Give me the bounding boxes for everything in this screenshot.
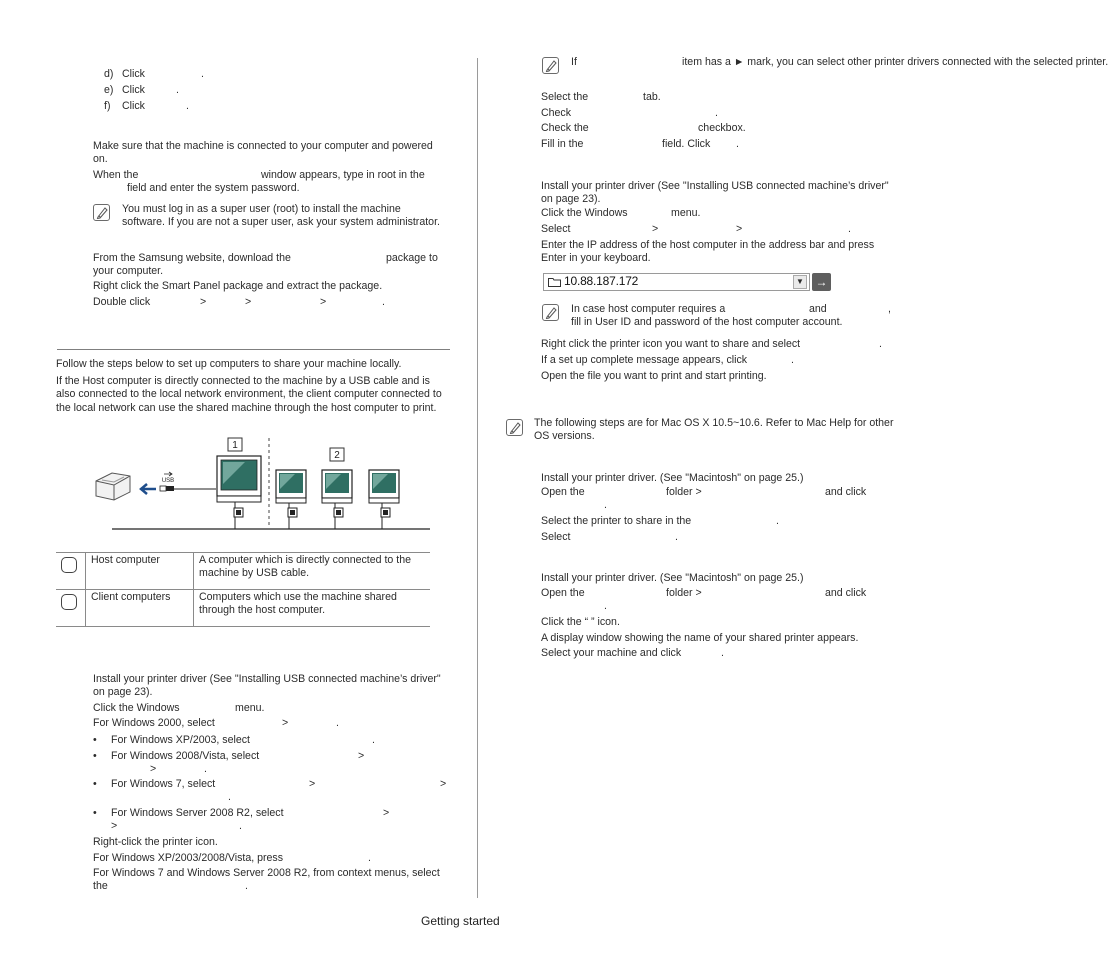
- win-server-2: > .: [111, 820, 242, 832]
- win-rightclick: Right-click the printer icon.: [93, 836, 218, 848]
- note-if: If item has a ► mark, you can select other printer drivers connected with the selected printer.: [571, 56, 1108, 68]
- paragraph-when-window: When the window appears, type in root in the: [93, 169, 425, 181]
- table-row: [56, 589, 430, 626]
- note-icon: [542, 57, 559, 74]
- enter-ip: Enter the IP address of the host computer in the address bar and press Enter in your keyboard.: [541, 239, 875, 265]
- printer-icon: [96, 473, 130, 500]
- mac-select: Select .: [541, 531, 678, 543]
- table-row: [56, 553, 430, 590]
- paragraph-when-window-2: field and enter the system password.: [127, 182, 300, 194]
- svg-text:USB: USB: [161, 478, 175, 484]
- mac-click-icon: Click the “ ” icon.: [541, 616, 620, 628]
- mac-install-2: Install your printer driver. (See "Macintosh" on page 25.): [541, 572, 804, 584]
- client-computer-icon: [276, 470, 306, 517]
- note-icon: [93, 204, 110, 221]
- mac-select-share: Select the printer to share in the .: [541, 515, 779, 527]
- page-footer: Getting started: [421, 914, 500, 928]
- win-context: For Windows 7 and Windows Server 2008 R2, from context menus, select the .: [93, 867, 440, 893]
- win-vista-2: > .: [150, 763, 207, 775]
- fill-in: Fill in the field. Click .: [541, 138, 739, 150]
- address-input[interactable]: 10.88.187.172: [564, 274, 639, 288]
- go-button[interactable]: →: [812, 273, 831, 291]
- callout-1-icon: [61, 557, 77, 573]
- win-click-windows: Click the Windows menu.: [93, 702, 265, 714]
- mac-install: Install your printer driver. (See "Macintosh" on page 25.): [541, 472, 804, 484]
- win-server: • For Windows Server 2008 R2, select >: [93, 807, 390, 819]
- folder-icon: [548, 277, 561, 287]
- address-bar[interactable]: [543, 273, 810, 291]
- note-superuser: You must log in as a super user (root) to install the machine software. If you are not a super user, ask your system administrator.: [122, 203, 440, 229]
- mac-note: The following steps are for Mac OS X 10.5~10.6. Refer to Mac Help for other OS versions.: [534, 417, 894, 443]
- section-rule: [57, 349, 450, 350]
- legend-term: Client computers: [86, 589, 194, 626]
- win-install: Install your printer driver (See "Installing USB connected machine’s driver" on page 23).: [93, 673, 441, 699]
- open-file: Open the file you want to print and start printing.: [541, 370, 767, 382]
- step-f: f) Click .: [104, 100, 189, 112]
- callout-2-icon: [61, 594, 77, 610]
- note-host: In case host computer requires a and ,: [571, 303, 891, 315]
- host-computer-icon: [217, 456, 261, 517]
- chevron-down-icon[interactable]: ▼: [793, 275, 807, 289]
- client-install: Install your printer driver (See "Installing USB connected machine’s driver" on page 23).: [541, 180, 889, 206]
- win-press: For Windows XP/2003/2008/Vista, press .: [93, 852, 371, 864]
- client-computer-icon: [322, 470, 352, 517]
- check-line: Check .: [541, 107, 718, 119]
- win-7: • For Windows 7, select > >: [93, 778, 447, 790]
- note-icon: [506, 419, 523, 436]
- usb-icon: [160, 472, 216, 491]
- client-click-windows: Click the Windows menu.: [541, 207, 701, 219]
- paragraph-follow: Follow the steps below to set up computers to share your machine locally.: [56, 358, 402, 370]
- step-e: e) Click .: [104, 84, 179, 96]
- column-divider: [477, 58, 478, 898]
- arrow-left-icon: [141, 484, 156, 494]
- win-vista: • For Windows 2008/Vista, select >: [93, 750, 365, 762]
- select-tab: Select the tab.: [541, 91, 661, 103]
- legend-desc: Computers which use the machine shared through the host computer.: [194, 589, 431, 626]
- network-diagram: [90, 436, 440, 536]
- mac-open-b-2: .: [604, 600, 607, 612]
- right-click-share: Right click the printer icon you want to share and select .: [541, 338, 882, 350]
- set-up-complete: If a set up complete message appears, click .: [541, 354, 794, 366]
- mac-open: Open the folder > and click: [541, 486, 867, 498]
- paragraph-connected: Make sure that the machine is connected to your computer and powered on.: [93, 140, 433, 166]
- client-computer-icon: [369, 470, 399, 517]
- mac-select-machine: Select your machine and click .: [541, 647, 724, 659]
- note-host-2: fill in User ID and password of the host computer account.: [571, 316, 843, 328]
- win-7-2: .: [228, 791, 231, 803]
- paragraph-download-2: your computer.: [93, 265, 164, 277]
- win-2000: For Windows 2000, select > .: [93, 717, 339, 729]
- legend-term: Host computer: [86, 553, 194, 590]
- mac-open-b: Open the folder > and click: [541, 587, 867, 599]
- mac-display-window: A display window showing the name of your shared printer appears.: [541, 632, 859, 644]
- client-select: Select > > .: [541, 223, 851, 235]
- paragraph-host: If the Host computer is directly connected to the machine by a USB cable and is also connected to the local network environment, the client computer connected to the local network can use the shared machine through the host computer to print.: [56, 375, 442, 414]
- note-icon: [542, 304, 559, 321]
- mac-open-2: .: [604, 499, 607, 511]
- legend-desc: A computer which is directly connected to the machine by USB cable.: [194, 553, 431, 590]
- diagram-label-2: 2: [334, 450, 340, 461]
- paragraph-download: From the Samsung website, download the package to: [93, 252, 438, 264]
- step-d: d) Click .: [104, 68, 204, 80]
- paragraph-doubleclick: Double click > > > .: [93, 296, 385, 308]
- win-xp: • For Windows XP/2003, select .: [93, 734, 375, 746]
- diagram-label-1: 1: [232, 440, 238, 451]
- check-the: Check the checkbox.: [541, 122, 746, 134]
- paragraph-rightclick: Right click the Smart Panel package and extract the package.: [93, 280, 383, 292]
- legend-table: [56, 552, 430, 627]
